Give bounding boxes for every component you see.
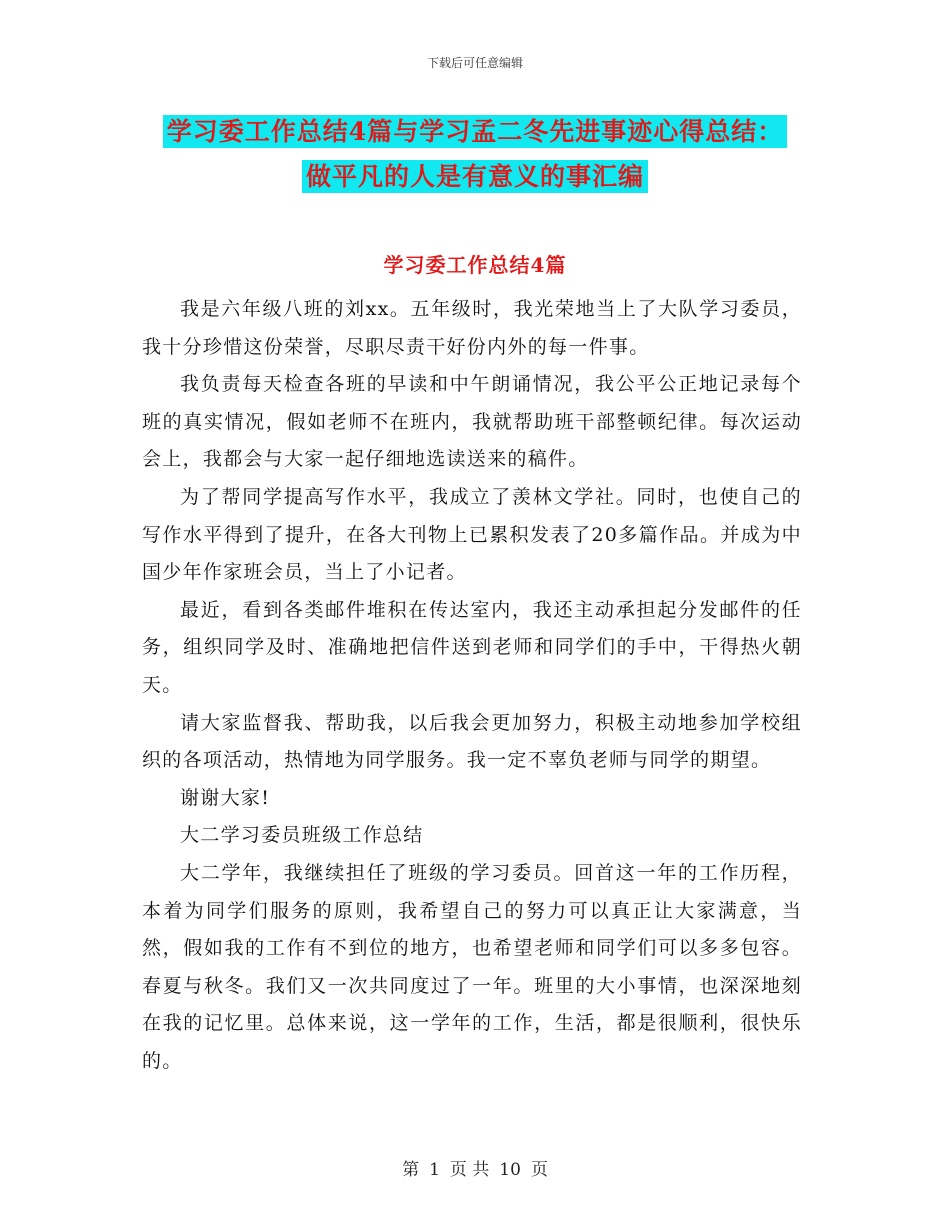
- footer-prefix: 第: [402, 1160, 420, 1180]
- title-highlight-2: 做平凡的人是有意义的事汇编: [302, 160, 648, 193]
- section-title: 学习委工作总结4篇: [383, 253, 567, 277]
- paragraph: 为了帮同学提高写作水平，我成立了羡林文学社。同时，也使自己的写作水平得到了提升，在各大刊物上已累积发表了20多篇作品。并成为中国少年作家班会员，当上了小记者。: [142, 485, 802, 584]
- document-title-line-1: [0, 112, 950, 148]
- paragraph: 大二学习委员班级工作总结: [180, 824, 424, 847]
- header-note: 下载后可任意编辑: [426, 56, 523, 70]
- footer-total-pages: 10: [499, 1160, 521, 1180]
- paragraph: 我负责每天检查各班的早读和中午朗诵情况，我公平公正地记录每个班的真实情况，假如老师不在班内，我就帮助班干部整顿纪律。每次运动会上，我都会与大家一起仔细地选读送来的稿件。: [142, 373, 802, 471]
- footer-middle: 页 共: [449, 1160, 490, 1180]
- paragraph: 请大家监督我、帮助我，以后我会更加努力，积极主动地参加学校组织的各项活动，热情地为同学服务。我一定不辜负老师与同学的期望。: [142, 711, 802, 772]
- paragraph: 最近，看到各类邮件堆积在传达室内，我还主动承担起分发邮件的任务，组织同学及时、准确地把信件送到老师和同学们的手中，干得热火朝天。: [142, 598, 802, 696]
- footer-page-number: 1: [429, 1160, 440, 1180]
- paragraph: 大二学年，我继续担任了班级的学习委员。回首这一年的工作历程，本着为同学们服务的原则，我希望自己的努力可以真正让大家满意，当然，假如我的工作有不到位的地方，也希望老师和同学们可以多多包容。春夏与秋冬。我们又一次共同度过了一年。班里的大小事情，也深深地刻在我的记忆里。总体来说，这一学年的工作，生活，都是很顺利，很快乐的。: [142, 861, 802, 1072]
- document-title-line-2: [0, 157, 950, 193]
- page-footer: [0, 1155, 950, 1180]
- title-highlight-1: 学习委工作总结4篇与学习孟二冬先进事迹心得总结：: [163, 115, 787, 148]
- footer-suffix: 页: [530, 1160, 548, 1180]
- paragraph: 我是六年级八班的刘xx。五年级时，我光荣地当上了大队学习委员，我十分珍惜这份荣誉，尽职尽责干好份内外的每一件事。: [142, 298, 802, 358]
- document-body: [142, 291, 802, 1080]
- paragraph: 谢谢大家!: [180, 786, 271, 809]
